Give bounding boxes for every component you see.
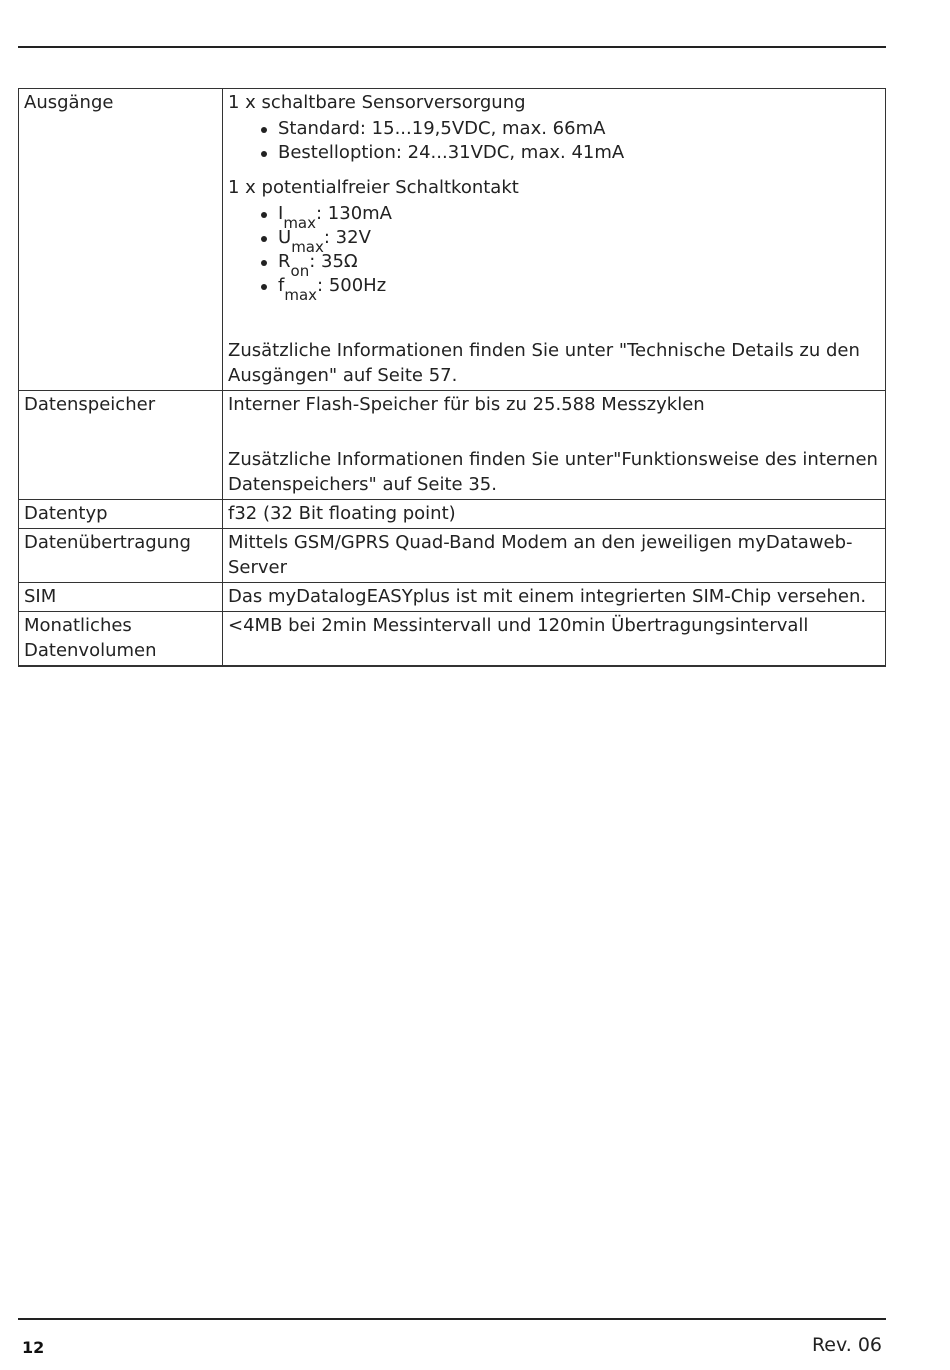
table-row xyxy=(19,500,886,529)
table-row xyxy=(19,391,886,500)
value: : 130mA xyxy=(316,203,392,224)
row-value-outputs xyxy=(223,89,886,391)
row-label-storage: Datenspeicher xyxy=(19,391,223,500)
row-value-sim: Das myDatalogEASYplus ist mit einem integrierten SIM-Chip versehen. xyxy=(223,583,886,612)
spec-table xyxy=(18,88,886,667)
row-value-transfer: Mittels GSM/GPRS Quad-Band Modem an den jeweiligen myDataweb-Server xyxy=(223,529,886,583)
symbol: I xyxy=(278,203,284,224)
row-value-storage xyxy=(223,391,886,500)
list-item xyxy=(278,274,880,304)
list-item: Bestelloption: 24...31VDC, max. 41mA xyxy=(278,141,880,165)
table-row xyxy=(19,89,886,391)
list-item: Standard: 15...19,5VDC, max. 66mA xyxy=(278,117,880,141)
subscript: max xyxy=(284,286,318,304)
revision-label: Rev. 06 xyxy=(811,1334,882,1356)
subscript: max xyxy=(283,214,316,232)
switch-supply-heading: 1 x schaltbare Sensorversorgung xyxy=(228,92,526,113)
footer-rule xyxy=(18,1318,886,1320)
table-row xyxy=(19,583,886,612)
value: : 500Hz xyxy=(317,275,387,296)
symbol: U xyxy=(278,227,292,248)
symbol: R xyxy=(278,251,291,272)
row-label-volume: Monatliches Datenvolumen xyxy=(19,612,223,667)
row-label-sim: SIM xyxy=(19,583,223,612)
value: : 32V xyxy=(323,227,371,248)
row-label-outputs: Ausgänge xyxy=(19,89,223,391)
storage-note: Zusätzliche Informationen finden Sie unter"Funktionsweise des internen Datenspeichers" auf Seite 35. xyxy=(228,449,878,495)
table-row xyxy=(19,529,886,583)
list-item xyxy=(278,226,880,256)
page-number: 12 xyxy=(22,1338,45,1357)
symbol: f xyxy=(278,275,285,296)
header-rule xyxy=(18,46,886,48)
switch-supply-list xyxy=(228,117,880,165)
outputs-note: Zusätzliche Informationen finden Sie unter "Technische Details zu den Ausgängen" auf Seite 57. xyxy=(228,340,860,386)
list-item xyxy=(278,202,880,232)
contact-heading: 1 x potentialfreier Schaltkontakt xyxy=(228,177,519,198)
value: : 35Ω xyxy=(309,251,358,272)
row-label-datatype: Datentyp xyxy=(19,500,223,529)
list-item xyxy=(278,250,880,280)
subscript: on xyxy=(290,262,310,280)
storage-value: Interner Flash-Speicher für bis zu 25.588 Messzyklen xyxy=(228,394,705,415)
row-value-datatype: f32 (32 Bit floating point) xyxy=(223,500,886,529)
contact-list xyxy=(228,202,880,304)
row-value-volume: <4MB bei 2min Messintervall und 120min Übertragungsintervall xyxy=(223,612,886,667)
row-label-transfer: Datenübertragung xyxy=(19,529,223,583)
table-row xyxy=(19,612,886,667)
subscript: max xyxy=(291,238,324,256)
